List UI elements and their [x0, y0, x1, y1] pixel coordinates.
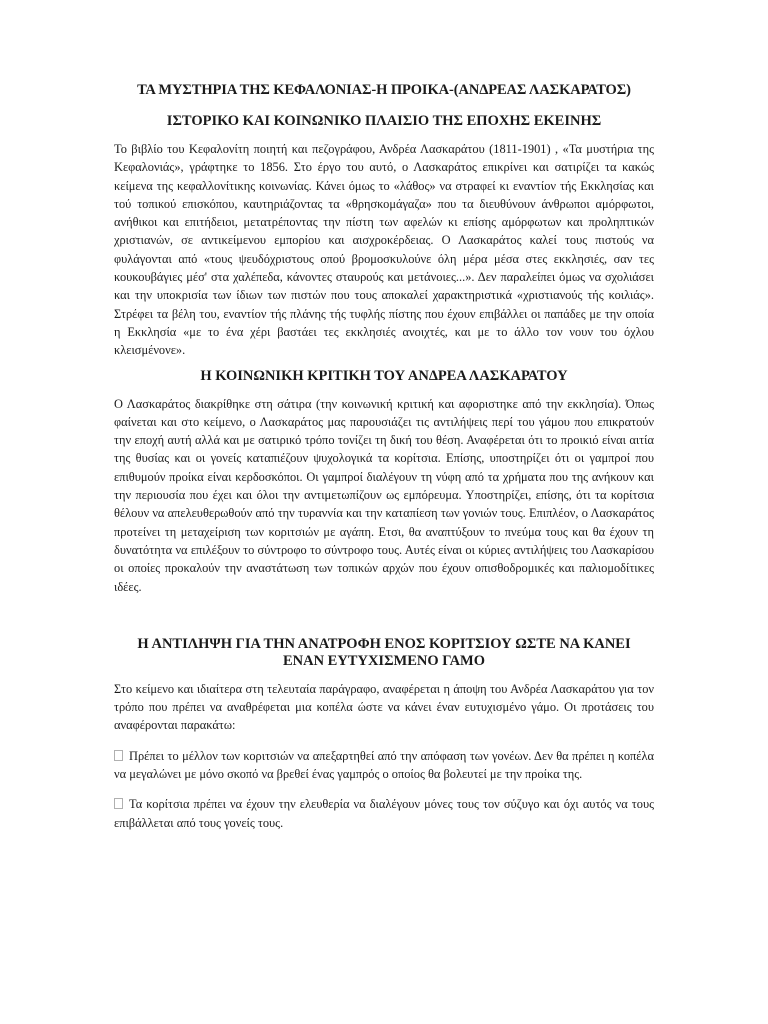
- section-heading-upbringing: [114, 636, 654, 670]
- bullet-box-icon: [114, 798, 123, 809]
- bullet-text: Τα κορίτσια πρέπει να έχουν την ελευθερία να διαλέγουν μόνες τους τον σύζυγο και όχι αυτός να τους επιβάλλεται από τους γονείς τους.: [114, 797, 654, 830]
- section-spacer: [114, 604, 654, 636]
- section-heading-upbringing-line2: ΕΝΑΝ ΕΥΤΥΧΙΣΜΕΝΟ ΓΑΜΟ: [282, 652, 486, 669]
- section-heading-upbringing-line1: Η ΑΝΤΙΛΗΨΗ ΓΙΑ ΤΗΝ ΑΝΑΤΡΟΦΗ ΕΝΟΣ ΚΟΡΙΤΣΙΟΥ ΩΣΤΕ ΝΑ ΚΑΝΕΙ: [137, 635, 631, 652]
- document-title: ΤΑ ΜΥΣΤΗΡΙΑ ΤΗΣ ΚΕΦΑΛΟΝΙΑΣ-Η ΠΡΟΙΚΑ-(ΑΝΔΡΕΑΣ ΛΑΣΚΑΡΑΤΟΣ): [137, 82, 631, 98]
- paragraph-upbringing-intro: Στο κείμενο και ιδιαίτερα στη τελευταία παράγραφο, αναφέρεται η άποψη του Ανδρέα Λασκαράτου για τον τρόπο που πρέπει να αναθρέφεται μια κοπέλα ώστε να κάνει έναν ευτυχισμένο γάμο. Οι προτάσεις του αναφέρονται παρακάτω:: [114, 681, 654, 733]
- document-page: [114, 82, 654, 844]
- section-heading-historical-context: ΙΣΤΟΡΙΚΟ ΚΑΙ ΚΟΙΝΩΝΙΚΟ ΠΛΑΙΣΙΟ ΤΗΣ ΕΠΟΧΗΣ ΕΚΕΙΝΗΣ: [166, 113, 602, 129]
- paragraph-social-critique: Ο Λασκαράτος διακρίθηκε στη σάτιρα (την κοινωνική κριτική και αφοριστηκε από την εκκλησία). Όπως φαίνεται και στο κείμενο, ο Λασκαράτος μας παρουσιάζει τις αντιλήψεις περί του γάμου που επικρατούν την εποχή αυτή αλλά και με σατιρικό τρόπο τονίζει τη δική του θέση. Αναφέρεται ότι το προικιό είναι αιτία της θυσίας και οι γονείς καταπιέζουν ψυχολογικά τα κορίτσια. Επίσης, υποστηρίζει ότι οι γαμπροί που επιθυμούν προίκα είναι κερδοσκόποι. Οι γαμπροί διαλέγουν τη νύφη από τα χρήματα που της ανήκουν και την περιουσία που έχει και όλοι την αντιμετωπίζουν ως εμπόρευμα. Υποστηρίζει, επίσης, ότι τα κορίτσια θέλουν να απελευθερωθούν από την τυραννία και την καταπίεση των γονιών τους. Επιπλέον, ο Λασκαράτος προτείνει τη μεταχείριση των κοριτσιών με αγάπη. Ετσι, θα αναπτύξουν το πνεύμα τους και θα έχουν τη δυνατότητα να επιλέξουν το σύντροφο το σύντροφο τους. Αυτές είναι οι κύριες αντιλήψεις του Λασκαρίσου οι οποίες προκαλούν την αναστάτωση των τοπικών αρχών που έχουν οπισθοδρομικές και παλιομοδίτικες ιδέες.: [114, 396, 654, 594]
- paragraph-historical-context: Το βιβλίο του Κεφαλονίτη ποιητή και πεζογράφου, Ανδρέα Λασκαράτου (1811-1901) , «Τα μυστήρια της Κεφαλονιάς», γράφτηκε το 1856. Στο έργο του αυτό, ο Λασκαράτος επικρίνει και σατιρίζει τα κακώς κείμενα της κεφαλλονίτικης κοινωνίας. Κάνει όμως το «λάθος» να στραφεί κι εναντίον τής Εκκλησίας και τού τοπικού επισκόπου, καυτηριάζοντας τα «θρησκομάγαζα» που τα διευθύνουν άνθρωποι αμόρφωτοι, ανήθικοι και επιτήδειοι, μετατρέποντας την πίστη των αφελών κι επίσης αμόρφωτων και προληπτικών χριστιανών, σε αντικείμενου εμπορίου και αισχροκέρδειας. Ο Λασκαράτος καλεί τους πιστούς να φυλάγονται από «τους ψευδόχριστους οπού βρομοσκυλούνε όλη μέρα μέσα στες εκκλησιές, σαν τες κουκουβάγιες μέσ' στα χαλέπεδα, κάνοντες σταυρούς και μετάνοιες...». Δεν παραλείπει όμως να σχολιάσει και την υποκρισία των ίδιων των πιστών που τους αποκαλεί χαρακτηριστικά «χριστιανούς τής κοιλιάς». Στρέφει τα βέλη του, εναντίον τής πλάνης τής τυφλής πίστης που έχουν επιβάλλει οι παπάδες με την οποία η Εκκλησία «με το ένα χέρι βαστάει τες εκκλησιές ανοιχτές, και με το άλλο τον νουν του όχλου κλεισμένονε».: [114, 142, 654, 358]
- bullet-text: Πρέπει το μέλλον των κοριτσιών να απεξαρτηθεί από την απόφαση των γονέων. Δεν θα πρέπει η κοπέλα να μεγαλώνει με μόνο σκοπό να βρεθεί ένας γαμπρός ο οποίος θα βολευτεί με την προίκα της.: [114, 748, 654, 782]
- list-item: [114, 795, 654, 832]
- section-heading-social-critique: Η ΚΟΙΝΩΝΙΚΗ ΚΡΙΤΙΚΗ ΤΟΥ ΑΝΔΡΕΑ ΛΑΣΚΑΡΑΤΟΥ: [200, 367, 568, 384]
- list-item: [114, 747, 654, 784]
- bullet-box-icon: [114, 750, 123, 761]
